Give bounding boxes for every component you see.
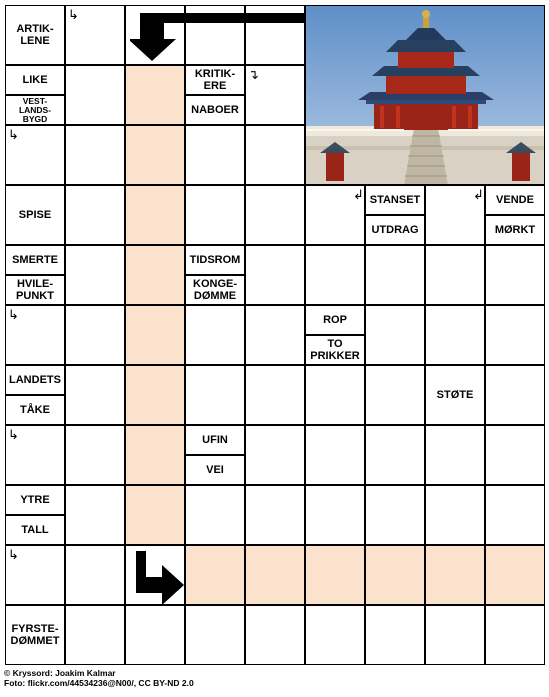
hook-arrow-down-right-icon: ↳: [68, 7, 79, 22]
answer-cell[interactable]: [365, 605, 425, 665]
hook-arrow-down-right-icon: ↳: [8, 127, 19, 142]
solution-cell[interactable]: [125, 65, 185, 125]
answer-cell[interactable]: [65, 545, 125, 605]
answer-cell[interactable]: [125, 605, 185, 665]
hook-arrow-down-left-icon: ↲: [473, 187, 484, 202]
answer-cell[interactable]: [365, 365, 425, 425]
answer-cell[interactable]: [485, 605, 545, 665]
solution-cell[interactable]: [125, 485, 185, 545]
clue-morkt: MØRKT: [485, 215, 545, 245]
clue-landets: LANDETS: [5, 365, 65, 395]
temple-photo: [305, 5, 545, 185]
hook-arrow-down-left-icon: ↲: [353, 187, 364, 202]
solution-cell[interactable]: [305, 545, 365, 605]
clue-vende: VENDE: [485, 185, 545, 215]
clue-kongedomme: KONGE- DØMME: [185, 275, 245, 305]
answer-cell[interactable]: [425, 485, 485, 545]
solution-cell[interactable]: [125, 125, 185, 185]
answer-cell[interactable]: [185, 605, 245, 665]
answer-cell[interactable]: [65, 485, 125, 545]
clue-artiklene: ARTIK- LENE: [5, 5, 65, 65]
answer-cell[interactable]: [425, 425, 485, 485]
answer-cell[interactable]: [185, 125, 245, 185]
answer-cell[interactable]: [245, 305, 305, 365]
answer-cell[interactable]: [365, 485, 425, 545]
clue-ufin: UFIN: [185, 425, 245, 455]
clue-ytre: YTRE: [5, 485, 65, 515]
credits: [4, 668, 194, 688]
solution-cell[interactable]: [125, 185, 185, 245]
clue-tall: TALL: [5, 515, 65, 545]
answer-cell[interactable]: [485, 425, 545, 485]
answer-cell[interactable]: [425, 245, 485, 305]
solution-cell[interactable]: [485, 545, 545, 605]
hook-arrow-right-down-icon: ↴: [248, 67, 259, 82]
answer-cell[interactable]: [425, 305, 485, 365]
answer-cell[interactable]: [65, 65, 125, 125]
clue-stote: STØTE: [425, 365, 485, 425]
solution-cell[interactable]: [245, 545, 305, 605]
answer-cell[interactable]: [485, 365, 545, 425]
hook-arrow-down-right-icon: ↳: [8, 427, 19, 442]
clue-naboer: NABOER: [185, 95, 245, 125]
answer-cell[interactable]: [245, 425, 305, 485]
answer-cell[interactable]: [65, 305, 125, 365]
credits-photo-source: Foto: flickr.com/44534236@N00/, CC BY-ND 2.0: [4, 678, 194, 688]
solution-cell[interactable]: [425, 545, 485, 605]
answer-cell[interactable]: [365, 425, 425, 485]
clue-fyrstedommet: FYRSTE- DØMMET: [5, 605, 65, 665]
clue-take: TÅKE: [5, 395, 65, 425]
answer-cell[interactable]: [185, 365, 245, 425]
answer-cell[interactable]: [425, 605, 485, 665]
answer-cell[interactable]: [365, 305, 425, 365]
credits-puzzle-author: © Kryssord: Joakim Kalmar: [4, 668, 116, 678]
clue-hvilepunkt: HVILE- PUNKT: [5, 275, 65, 305]
clue-spise: SPISE: [5, 185, 65, 245]
answer-cell[interactable]: [245, 245, 305, 305]
solution-cell[interactable]: [185, 545, 245, 605]
hook-arrow-down-right-icon: ↳: [8, 547, 19, 562]
answer-cell[interactable]: [365, 245, 425, 305]
answer-cell[interactable]: [245, 485, 305, 545]
solution-cell[interactable]: [125, 365, 185, 425]
answer-cell[interactable]: [65, 605, 125, 665]
answer-cell[interactable]: [65, 125, 125, 185]
answer-cell[interactable]: [185, 185, 245, 245]
temple-of-heaven-image: [306, 6, 545, 185]
hook-arrow-down-right-icon: ↳: [8, 307, 19, 322]
solution-cell[interactable]: [125, 245, 185, 305]
big-arrow-right-icon: [130, 547, 190, 607]
clue-tidsrom: TIDSROM: [185, 245, 245, 275]
answer-cell[interactable]: [485, 485, 545, 545]
clue-vestlandsbygd: VEST- LANDS- BYGD: [5, 95, 65, 125]
answer-cell[interactable]: [65, 365, 125, 425]
answer-cell[interactable]: [245, 185, 305, 245]
crossword-board: [5, 5, 545, 665]
clue-rop: ROP: [305, 305, 365, 335]
clue-utdrag: UTDRAG: [365, 215, 425, 245]
clue-stanset: STANSET: [365, 185, 425, 215]
answer-cell[interactable]: [65, 425, 125, 485]
answer-cell[interactable]: [65, 245, 125, 305]
answer-cell[interactable]: [305, 605, 365, 665]
answer-cell[interactable]: [65, 185, 125, 245]
answer-cell[interactable]: [305, 485, 365, 545]
answer-cell[interactable]: [245, 365, 305, 425]
answer-cell[interactable]: [245, 125, 305, 185]
answer-cell[interactable]: [305, 245, 365, 305]
clue-like: LIKE: [5, 65, 65, 95]
clue-smerte: SMERTE: [5, 245, 65, 275]
answer-cell[interactable]: [305, 425, 365, 485]
answer-cell[interactable]: [245, 605, 305, 665]
answer-cell[interactable]: [485, 305, 545, 365]
answer-cell[interactable]: [185, 305, 245, 365]
solution-cell[interactable]: [365, 545, 425, 605]
clue-to-prikker: TO PRIKKER: [305, 335, 365, 365]
answer-cell[interactable]: [305, 365, 365, 425]
solution-cell[interactable]: [125, 425, 185, 485]
answer-cell[interactable]: [485, 245, 545, 305]
big-arrow-down-icon: [130, 9, 305, 65]
clue-vei: VEI: [185, 455, 245, 485]
clue-kritikere: KRITIK- ERE: [185, 65, 245, 95]
solution-cell[interactable]: [125, 305, 185, 365]
answer-cell[interactable]: [185, 485, 245, 545]
